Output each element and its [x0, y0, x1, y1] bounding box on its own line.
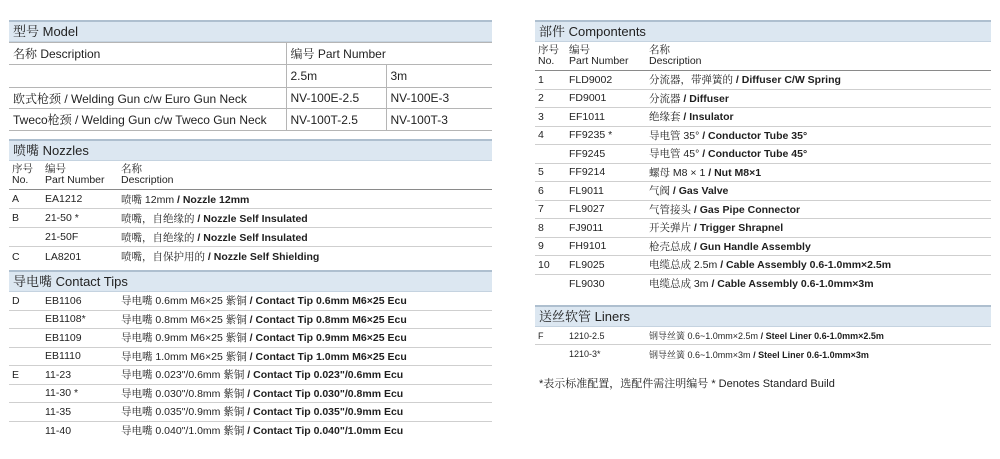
row-description [649, 202, 991, 217]
row-number: A [12, 193, 20, 205]
nozzles-row [9, 247, 492, 266]
row-part-number: FF9235 * [569, 129, 613, 142]
row-number: 3 [538, 110, 544, 123]
col-part-cn: 编号 [569, 44, 590, 56]
row-part-number: EA1212 [45, 193, 83, 205]
components-row [535, 201, 991, 220]
row-description [121, 211, 492, 226]
row-part-number: FL9027 [569, 203, 605, 216]
row-part-number: EB1110 [45, 350, 81, 363]
row-desc-en: / Nozzle Self Insulated [197, 212, 308, 225]
col-desc-en: Description [649, 55, 702, 67]
row-part-number: 1210-2.5 [569, 330, 605, 341]
model-row-desc: Tweco枪颈 / Welding Gun c/w Tweco Gun Neck [9, 109, 286, 131]
row-part-number: FH9101 [569, 240, 607, 253]
row-part-number: FL9030 [569, 277, 605, 290]
components-row [535, 164, 991, 183]
components-section-title: 部件 Compontents [535, 20, 991, 42]
row-desc-en: / Contact Tip 0.023"/0.6mm Ecu [247, 369, 404, 382]
row-description [121, 230, 492, 245]
tips-row [9, 348, 492, 367]
model-row-part-b: NV-100T-3 [386, 109, 492, 131]
model-table [9, 42, 492, 131]
tips-row [9, 292, 492, 311]
standard-build-note: *表示标准配置，选配件需注明编号 * Denotes Standard Build [539, 378, 835, 390]
liners-row [535, 327, 991, 345]
tips-row [9, 385, 492, 404]
row-desc-en: / Gas Pipe Connector [693, 203, 801, 216]
row-desc-cn: 开关弹片 [649, 222, 691, 235]
row-desc-cn: 气管接头 [649, 203, 691, 216]
row-part-number: 21-50F [45, 231, 79, 243]
row-desc-cn: 分流器 [649, 92, 681, 105]
components-row [535, 182, 991, 201]
tips-row [9, 329, 492, 348]
col-part-en: Part Number [45, 174, 105, 186]
row-number: 4 [538, 129, 544, 142]
row-desc-cn: 导电嘴 1.0mm M6×25 紫铜 [121, 350, 247, 363]
model-desc-header: 名称 Description [9, 43, 286, 65]
row-desc-en: / Conductor Tube 35° [702, 129, 808, 142]
row-part-number: 11-35 [45, 405, 72, 418]
row-number: 6 [538, 184, 544, 197]
row-description [649, 220, 991, 235]
row-part-number: EB1109 [45, 331, 82, 344]
row-desc-en: / Diffuser C/W Spring [735, 74, 841, 87]
row-desc-en: / Contact Tip 0.040"/1.0mm Ecu [247, 425, 404, 438]
row-description [649, 165, 991, 180]
model-empty-cell [9, 65, 286, 88]
nozzles-row [9, 228, 492, 247]
row-desc-cn: 绝缘套 [649, 111, 681, 124]
row-number: F [538, 330, 544, 341]
model-len-a: 2.5m [286, 65, 386, 88]
row-number: 1 [538, 73, 544, 86]
row-description [121, 293, 492, 308]
row-desc-en: / Contact Tip 0.8mm M6×25 Ecu [249, 313, 407, 326]
row-number: 10 [538, 258, 550, 271]
row-desc-en: / Nozzle Self Insulated [197, 231, 308, 244]
nozzles-column-header [9, 161, 492, 190]
liners-list [535, 327, 991, 363]
row-description [121, 330, 492, 345]
row-desc-cn: 电缆总成 3m [649, 278, 709, 291]
row-description [121, 386, 492, 401]
tips-list [9, 292, 492, 440]
row-part-number: 21-50 * [45, 212, 79, 224]
row-desc-cn: 导电嘴 0.040"/1.0mm 紫铜 [121, 425, 245, 438]
row-desc-en: / Nozzle Self Shielding [207, 251, 320, 263]
col-desc-cn: 名称 [649, 44, 670, 56]
row-desc-cn: 分流器，带弹簧的 [649, 74, 733, 87]
row-desc-en: / Trigger Shrapnel [693, 222, 784, 235]
row-part-number: FL9025 [569, 258, 605, 271]
row-description [649, 91, 991, 106]
row-desc-cn: 喷嘴，自绝缘的 [121, 212, 195, 225]
row-number: 5 [538, 166, 544, 179]
row-part-number: 1210-3* [569, 349, 601, 359]
row-part-number: LA8201 [45, 250, 82, 263]
nozzles-list [9, 190, 492, 266]
col-desc-en: Description [121, 174, 174, 186]
row-desc-en: / Nozzle 12mm [177, 193, 250, 206]
row-desc-cn: 钢导丝簧 0.6~1.0mm×2.5m [649, 331, 759, 341]
row-description [121, 404, 492, 419]
model-len-b: 3m [386, 65, 492, 88]
components-row [535, 145, 991, 164]
row-desc-en: / Cable Assembly 0.6-1.0mm×2.5m [720, 259, 892, 272]
tips-row [9, 403, 492, 422]
row-description [649, 257, 991, 272]
row-number: D [12, 294, 20, 307]
row-desc-cn: 喷嘴 12mm [121, 193, 175, 206]
row-desc-cn: 导电管 35° [649, 129, 700, 142]
col-no-en: No. [538, 55, 555, 67]
row-part-number: 11-23 [45, 368, 72, 381]
row-number: C [12, 250, 20, 263]
row-description [121, 192, 492, 207]
row-description [649, 146, 991, 161]
row-desc-en: / Diffuser [683, 92, 729, 105]
components-row [535, 219, 991, 238]
row-description [649, 348, 991, 361]
row-desc-cn: 导电嘴 0.6mm M6×25 紫铜 [121, 295, 247, 308]
components-row [535, 71, 991, 90]
row-part-number: 11-30 * [45, 387, 79, 400]
row-description [121, 367, 492, 382]
liners-row [535, 345, 991, 363]
row-part-number: EF1011 [569, 110, 605, 123]
col-part-en: Part Number [569, 55, 629, 67]
components-row [535, 90, 991, 109]
model-row-part-a: NV-100T-2.5 [286, 109, 386, 131]
row-part-number: FF9214 [569, 166, 606, 179]
col-no-en: No. [12, 174, 29, 186]
tips-row [9, 422, 492, 441]
row-description [121, 249, 492, 264]
tips-row [9, 311, 492, 330]
row-part-number: EB1106 [45, 294, 82, 307]
model-part-header: 编号 Part Number [286, 43, 492, 65]
row-desc-en: / Contact Tip 0.6mm M6×25 Ecu [249, 295, 407, 308]
row-part-number: FLD9002 [569, 73, 613, 86]
row-part-number: FL9011 [569, 184, 604, 197]
row-desc-cn: 导电嘴 0.035"/0.9mm 紫铜 [121, 406, 245, 419]
row-desc-en: / Cable Assembly 0.6-1.0mm×3m [711, 278, 874, 291]
row-part-number: 11-40 [45, 424, 72, 437]
tips-row [9, 366, 492, 385]
nozzles-row [9, 190, 492, 209]
row-description [649, 239, 991, 254]
nozzles-section-title: 喷嘴 Nozzles [9, 139, 492, 161]
row-desc-en: / Nut M8×1 [708, 166, 762, 179]
row-desc-en: / Conductor Tube 45° [702, 148, 808, 161]
row-description [649, 109, 991, 124]
row-description [649, 183, 991, 198]
row-desc-cn: 枪壳总成 [649, 240, 691, 253]
row-description [649, 72, 991, 87]
model-row-part-b: NV-100E-3 [386, 88, 492, 109]
row-description [121, 423, 492, 438]
components-row [535, 238, 991, 257]
row-number: 7 [538, 203, 544, 216]
components-row [535, 256, 991, 275]
right-column [535, 20, 991, 391]
row-desc-en: / Steel Liner 0.6-1.0mm×3m [753, 349, 869, 360]
row-desc-cn: 气阀 [649, 185, 670, 198]
nozzles-row [9, 209, 492, 228]
row-desc-en: / Contact Tip 1.0mm M6×25 Ecu [249, 350, 407, 363]
components-row [535, 108, 991, 127]
row-description [121, 349, 492, 364]
row-number: 9 [538, 240, 544, 253]
row-desc-en: / Contact Tip 0.9mm M6×25 Ecu [249, 332, 407, 345]
row-part-number: FF9245 [569, 147, 606, 160]
row-desc-cn: 电缆总成 2.5m [649, 259, 718, 272]
model-section-title: 型号 Model [9, 20, 492, 42]
row-description [649, 276, 991, 291]
components-row [535, 275, 991, 294]
col-part-cn: 编号 [45, 163, 66, 175]
row-number: 8 [538, 221, 544, 234]
left-column [9, 20, 492, 440]
row-desc-cn: 导电嘴 0.030"/0.8mm 紫铜 [121, 387, 245, 400]
row-description [649, 329, 991, 342]
row-part-number: FJ9011 [569, 221, 604, 234]
row-description [121, 312, 492, 327]
row-desc-cn: 喷嘴，自绝缘的 [121, 231, 195, 244]
components-row [535, 127, 991, 146]
row-desc-en: / Gun Handle Assembly [693, 240, 811, 253]
row-part-number: FD9001 [569, 92, 607, 105]
row-number: E [12, 368, 20, 381]
row-desc-en: / Gas Valve [672, 185, 729, 198]
row-number: B [12, 212, 20, 224]
model-row-desc: 欧式枪颈 / Welding Gun c/w Euro Gun Neck [9, 88, 286, 109]
tips-section-title: 导电嘴 Contact Tips [9, 270, 492, 292]
row-desc-en: / Steel Liner 0.6-1.0mm×2.5m [760, 331, 884, 341]
row-desc-en: / Insulator [683, 111, 734, 124]
model-row-part-a: NV-100E-2.5 [286, 88, 386, 109]
liners-section-title: 送丝软管 Liners [535, 305, 991, 327]
col-no-cn: 序号 [538, 44, 559, 56]
row-desc-cn: 导电嘴 0.8mm M6×25 紫铜 [121, 313, 247, 326]
row-part-number: EB1108* [45, 313, 86, 326]
row-desc-cn: 导电管 45° [649, 148, 700, 161]
row-desc-cn: 喷嘴，自保护用的 [121, 251, 205, 263]
col-no-cn: 序号 [12, 163, 33, 175]
row-desc-cn: 螺母 M8 × 1 [649, 166, 706, 179]
row-desc-cn: 导电嘴 0.9mm M6×25 紫铜 [121, 332, 247, 345]
row-description [649, 128, 991, 143]
row-desc-en: / Contact Tip 0.030"/0.8mm Ecu [247, 387, 404, 400]
components-column-header [535, 42, 991, 71]
col-desc-cn: 名称 [121, 163, 142, 175]
row-number: 2 [538, 92, 544, 105]
row-desc-cn: 导电嘴 0.023"/0.6mm 紫铜 [121, 369, 245, 382]
components-list [535, 71, 991, 293]
row-desc-en: / Contact Tip 0.035"/0.9mm Ecu [247, 406, 404, 419]
row-desc-cn: 钢导丝簧 0.6~1.0mm×3m [649, 349, 751, 360]
